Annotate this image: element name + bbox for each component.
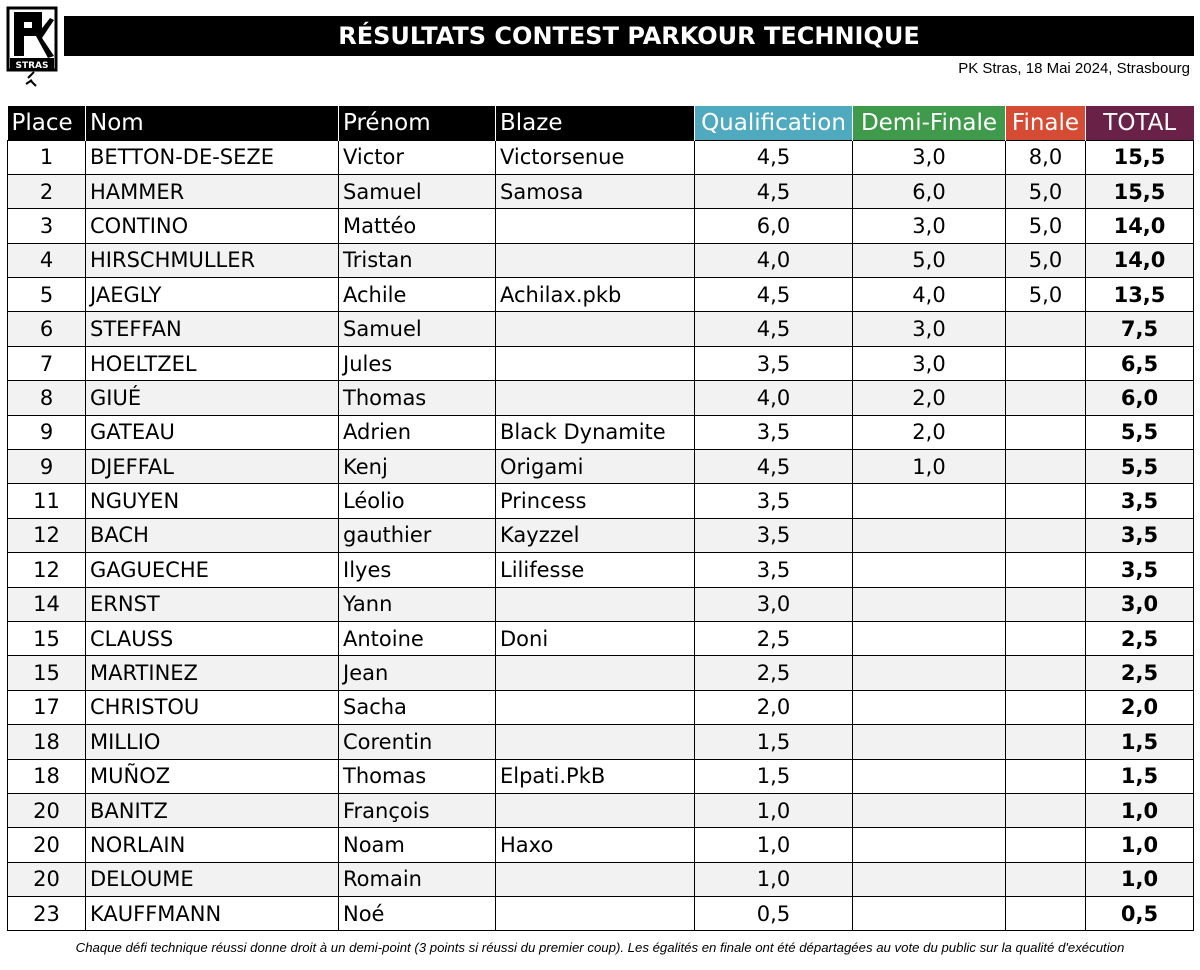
table-row: [8, 621, 1194, 655]
table-row: [8, 793, 1194, 827]
cell-total: 2,5: [1086, 656, 1194, 690]
cell-total: 3,5: [1086, 553, 1194, 587]
cell-qualification: 3,5: [695, 484, 853, 518]
cell-total: 15,5: [1086, 174, 1194, 208]
cell-total: 2,5: [1086, 621, 1194, 655]
cell-finale: [1006, 484, 1086, 518]
header-qualification: Qualification: [695, 106, 853, 140]
cell-place: 8: [8, 381, 86, 415]
cell-finale: [1006, 587, 1086, 621]
cell-total: 5,5: [1086, 415, 1194, 449]
cell-finale: [1006, 828, 1086, 862]
cell-finale: 5,0: [1006, 243, 1086, 277]
cell-total: 3,5: [1086, 484, 1194, 518]
cell-qualification: 1,5: [695, 759, 853, 793]
cell-finale: 5,0: [1006, 209, 1086, 243]
header-blaze: Blaze: [496, 106, 695, 140]
cell-demi-finale: 3,0: [853, 346, 1006, 380]
cell-finale: [1006, 759, 1086, 793]
cell-qualification: 3,5: [695, 346, 853, 380]
cell-place: 6: [8, 312, 86, 346]
table-row: [8, 725, 1194, 759]
cell-qualification: 1,5: [695, 725, 853, 759]
cell-nom: BACH: [86, 518, 339, 552]
table-row: [8, 897, 1194, 931]
cell-finale: [1006, 793, 1086, 827]
table-row: [8, 759, 1194, 793]
table-row: [8, 140, 1194, 174]
table-row: [8, 415, 1194, 449]
table-row: [8, 278, 1194, 312]
cell-qualification: 1,0: [695, 862, 853, 896]
cell-nom: BANITZ: [86, 793, 339, 827]
cell-place: 12: [8, 518, 86, 552]
cell-total: 1,5: [1086, 725, 1194, 759]
cell-nom: KAUFFMANN: [86, 897, 339, 931]
cell-qualification: 4,5: [695, 312, 853, 346]
table-row: [8, 484, 1194, 518]
cell-prenom: Romain: [339, 862, 496, 896]
cell-place: 9: [8, 415, 86, 449]
cell-demi-finale: [853, 862, 1006, 896]
cell-qualification: 4,0: [695, 381, 853, 415]
cell-prenom: Antoine: [339, 621, 496, 655]
cell-nom: ERNST: [86, 587, 339, 621]
cell-prenom: Kenj: [339, 450, 496, 484]
cell-qualification: 4,0: [695, 243, 853, 277]
cell-qualification: 4,5: [695, 450, 853, 484]
cell-demi-finale: [853, 690, 1006, 724]
cell-demi-finale: [853, 553, 1006, 587]
cell-nom: NORLAIN: [86, 828, 339, 862]
cell-finale: [1006, 381, 1086, 415]
table-row: [8, 690, 1194, 724]
cell-qualification: 3,0: [695, 587, 853, 621]
cell-blaze: [496, 346, 695, 380]
cell-demi-finale: 3,0: [853, 312, 1006, 346]
cell-blaze: Samosa: [496, 174, 695, 208]
cell-finale: 5,0: [1006, 278, 1086, 312]
cell-prenom: Adrien: [339, 415, 496, 449]
cell-demi-finale: [853, 759, 1006, 793]
cell-demi-finale: 2,0: [853, 381, 1006, 415]
table-row: [8, 862, 1194, 896]
cell-qualification: 4,5: [695, 140, 853, 174]
table-row: [8, 346, 1194, 380]
table-row: [8, 828, 1194, 862]
cell-prenom: Jean: [339, 656, 496, 690]
cell-nom: CLAUSS: [86, 621, 339, 655]
cell-finale: [1006, 897, 1086, 931]
cell-demi-finale: [853, 828, 1006, 862]
cell-qualification: 4,5: [695, 278, 853, 312]
cell-qualification: 3,5: [695, 518, 853, 552]
table-header-row: [8, 106, 1194, 140]
cell-total: 14,0: [1086, 243, 1194, 277]
cell-prenom: Tristan: [339, 243, 496, 277]
cell-nom: DJEFFAL: [86, 450, 339, 484]
cell-prenom: Samuel: [339, 312, 496, 346]
cell-finale: [1006, 415, 1086, 449]
cell-finale: [1006, 862, 1086, 896]
cell-total: 2,0: [1086, 690, 1194, 724]
cell-blaze: Elpati.PkB: [496, 759, 695, 793]
cell-demi-finale: 3,0: [853, 140, 1006, 174]
cell-qualification: 6,0: [695, 209, 853, 243]
table-row: [8, 174, 1194, 208]
cell-blaze: Origami: [496, 450, 695, 484]
cell-finale: [1006, 312, 1086, 346]
cell-blaze: [496, 312, 695, 346]
cell-place: 3: [8, 209, 86, 243]
cell-demi-finale: [853, 518, 1006, 552]
cell-finale: [1006, 656, 1086, 690]
cell-finale: 8,0: [1006, 140, 1086, 174]
cell-place: 23: [8, 897, 86, 931]
cell-blaze: [496, 587, 695, 621]
cell-nom: HAMMER: [86, 174, 339, 208]
cell-qualification: 2,5: [695, 656, 853, 690]
cell-nom: DELOUME: [86, 862, 339, 896]
cell-place: 1: [8, 140, 86, 174]
cell-demi-finale: [853, 484, 1006, 518]
cell-blaze: Kayzzel: [496, 518, 695, 552]
cell-nom: GAGUECHE: [86, 553, 339, 587]
cell-blaze: [496, 897, 695, 931]
cell-prenom: Sacha: [339, 690, 496, 724]
cell-place: 7: [8, 346, 86, 380]
cell-prenom: Victor: [339, 140, 496, 174]
cell-place: 20: [8, 828, 86, 862]
cell-demi-finale: 6,0: [853, 174, 1006, 208]
cell-place: 9: [8, 450, 86, 484]
cell-nom: JAEGLY: [86, 278, 339, 312]
cell-prenom: Mattéo: [339, 209, 496, 243]
logo-text: STRAS: [15, 61, 49, 71]
cell-place: 15: [8, 656, 86, 690]
cell-qualification: 1,0: [695, 793, 853, 827]
cell-prenom: François: [339, 793, 496, 827]
cell-prenom: Samuel: [339, 174, 496, 208]
cell-total: 5,5: [1086, 450, 1194, 484]
cell-demi-finale: 5,0: [853, 243, 1006, 277]
table-row: [8, 243, 1194, 277]
cell-demi-finale: 2,0: [853, 415, 1006, 449]
cell-demi-finale: [853, 621, 1006, 655]
cell-blaze: [496, 381, 695, 415]
cell-finale: [1006, 621, 1086, 655]
cell-qualification: 2,0: [695, 690, 853, 724]
cell-total: 15,5: [1086, 140, 1194, 174]
cell-total: 3,5: [1086, 518, 1194, 552]
cell-nom: MUÑOZ: [86, 759, 339, 793]
cell-total: 14,0: [1086, 209, 1194, 243]
table-row: [8, 450, 1194, 484]
cell-place: 20: [8, 862, 86, 896]
cell-demi-finale: [853, 656, 1006, 690]
cell-blaze: [496, 690, 695, 724]
cell-prenom: Achile: [339, 278, 496, 312]
cell-qualification: 4,5: [695, 174, 853, 208]
cell-prenom: Léolio: [339, 484, 496, 518]
cell-prenom: Corentin: [339, 725, 496, 759]
table-row: [8, 587, 1194, 621]
cell-nom: HOELTZEL: [86, 346, 339, 380]
cell-finale: [1006, 518, 1086, 552]
cell-total: 13,5: [1086, 278, 1194, 312]
cell-total: 3,0: [1086, 587, 1194, 621]
header-finale: Finale: [1006, 106, 1086, 140]
cell-place: 14: [8, 587, 86, 621]
cell-place: 20: [8, 793, 86, 827]
cell-finale: [1006, 346, 1086, 380]
event-subtitle: PK Stras, 18 Mai 2024, Strasbourg: [958, 60, 1190, 77]
cell-prenom: Thomas: [339, 381, 496, 415]
cell-demi-finale: 1,0: [853, 450, 1006, 484]
cell-qualification: 2,5: [695, 621, 853, 655]
cell-demi-finale: [853, 725, 1006, 759]
table-row: [8, 381, 1194, 415]
cell-nom: GATEAU: [86, 415, 339, 449]
cell-total: 7,5: [1086, 312, 1194, 346]
cell-blaze: Victorsenue: [496, 140, 695, 174]
cell-nom: CONTINO: [86, 209, 339, 243]
header-nom: Nom: [86, 106, 339, 140]
pk-stras-logo: [6, 6, 58, 92]
cell-blaze: Haxo: [496, 828, 695, 862]
cell-finale: [1006, 450, 1086, 484]
cell-place: 18: [8, 725, 86, 759]
table-row: [8, 656, 1194, 690]
cell-blaze: [496, 656, 695, 690]
cell-finale: 5,0: [1006, 174, 1086, 208]
cell-prenom: gauthier: [339, 518, 496, 552]
cell-finale: [1006, 553, 1086, 587]
cell-nom: NGUYEN: [86, 484, 339, 518]
cell-blaze: Achilax.pkb: [496, 278, 695, 312]
results-body: [8, 140, 1194, 931]
cell-place: 5: [8, 278, 86, 312]
header-total: TOTAL: [1086, 106, 1194, 140]
cell-finale: [1006, 690, 1086, 724]
cell-place: 18: [8, 759, 86, 793]
cell-demi-finale: [853, 793, 1006, 827]
cell-place: 11: [8, 484, 86, 518]
cell-demi-finale: [853, 897, 1006, 931]
cell-place: 12: [8, 553, 86, 587]
cell-blaze: [496, 725, 695, 759]
cell-total: 6,5: [1086, 346, 1194, 380]
header-place: Place: [8, 106, 86, 140]
table-row: [8, 518, 1194, 552]
cell-qualification: 3,5: [695, 553, 853, 587]
cell-blaze: [496, 862, 695, 896]
cell-nom: MARTINEZ: [86, 656, 339, 690]
cell-total: 0,5: [1086, 897, 1194, 931]
cell-total: 1,0: [1086, 793, 1194, 827]
cell-nom: GIUÉ: [86, 381, 339, 415]
cell-prenom: Thomas: [339, 759, 496, 793]
cell-total: 1,5: [1086, 759, 1194, 793]
table-row: [8, 553, 1194, 587]
cell-blaze: Black Dynamite: [496, 415, 695, 449]
cell-blaze: Doni: [496, 621, 695, 655]
cell-blaze: Princess: [496, 484, 695, 518]
cell-nom: HIRSCHMULLER: [86, 243, 339, 277]
table-row: [8, 312, 1194, 346]
cell-demi-finale: 4,0: [853, 278, 1006, 312]
cell-prenom: Noam: [339, 828, 496, 862]
cell-prenom: Noé: [339, 897, 496, 931]
page-title: RÉSULTATS CONTEST PARKOUR TECHNIQUE: [64, 16, 1194, 56]
cell-nom: BETTON-DE-SEZE: [86, 140, 339, 174]
results-table: [7, 106, 1194, 931]
cell-place: 2: [8, 174, 86, 208]
header-demi-finale: Demi-Finale: [853, 106, 1006, 140]
cell-demi-finale: [853, 587, 1006, 621]
cell-prenom: Jules: [339, 346, 496, 380]
cell-blaze: [496, 243, 695, 277]
header-prenom: Prénom: [339, 106, 496, 140]
cell-prenom: Yann: [339, 587, 496, 621]
cell-finale: [1006, 725, 1086, 759]
cell-demi-finale: 3,0: [853, 209, 1006, 243]
cell-nom: MILLIO: [86, 725, 339, 759]
cell-qualification: 3,5: [695, 415, 853, 449]
cell-blaze: [496, 209, 695, 243]
cell-total: 6,0: [1086, 381, 1194, 415]
cell-place: 15: [8, 621, 86, 655]
cell-qualification: 1,0: [695, 828, 853, 862]
cell-total: 1,0: [1086, 862, 1194, 896]
cell-blaze: Lilifesse: [496, 553, 695, 587]
cell-prenom: Ilyes: [339, 553, 496, 587]
footnote: Chaque défi technique réussi donne droit à un demi-point (3 points si réussi du premier coup). Les égalités en finale ont été départagées au vote du public sur la qualité d'exécution: [75, 940, 1125, 955]
cell-place: 17: [8, 690, 86, 724]
cell-nom: STEFFAN: [86, 312, 339, 346]
cell-blaze: [496, 793, 695, 827]
cell-total: 1,0: [1086, 828, 1194, 862]
table-row: [8, 209, 1194, 243]
cell-nom: CHRISTOU: [86, 690, 339, 724]
cell-qualification: 0,5: [695, 897, 853, 931]
cell-place: 4: [8, 243, 86, 277]
